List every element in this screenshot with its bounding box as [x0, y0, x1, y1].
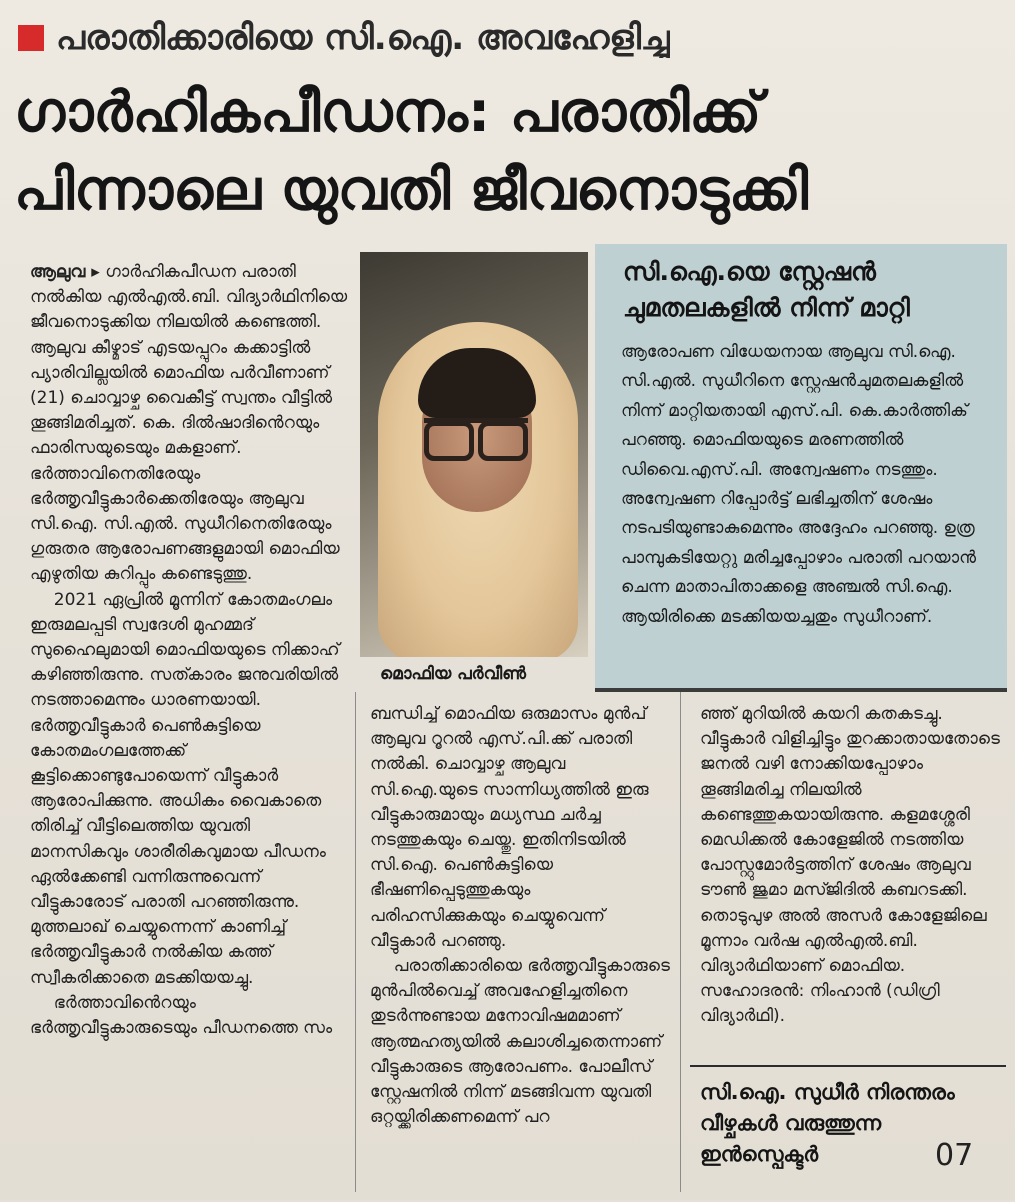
red-square-bullet-icon: [18, 25, 44, 51]
kicker: [18, 2, 1008, 74]
article-paragraph: ഞ്ഞ് മുറിയിൽ കയറി കതകടച്ചു. വീട്ടുകാർ വിളിച്ചിട്ടും തുറക്കാതായതോടെ ജനൽ വഴി നോക്കിയപ്പോഴാം തൂങ്ങിമരിച്ച നിലയിൽ കണ്ടെത്തുകയായിരുന്നു. കളമശ്ശേരി മെഡിക്കൽ കോളേജിൽ നടത്തിയ പോസ്റ്റുമോർട്ടത്തിന് ശേഷം ആലുവ ടൗൺ ജുമാ മസ്ജിദിൽ കബറടക്കി. തൊടുപുഴ അൽ അസർ കോളേജിലെ മൂന്നാം വർഷ എൽഎൽ.ബി. വിദ്യാർഥിയാണ് മൊഫിയ. സഹോദരൻ: നിംഹാൻ (ഡിഗ്രി വിദ്യാർഥി).: [700, 704, 1000, 1027]
headline-line-1: ഗാർഹികപീഡനം: പരാതിക്ക്: [14, 80, 762, 145]
page-number: 07: [935, 1138, 974, 1173]
article-column-1: [30, 260, 348, 1195]
paragraph-text: ഗാർഹികപീഡന പരാതി നൽകിയ എൽഎൽ.ബി. വിദ്യാർഥിനിയെ ജീവനൊടുക്കിയ നിലയിൽ കണ്ടെത്തി. ആലുവ കീഴ്മാട് എടയപ്പുറം കക്കാട്ടിൽ പ്യാരിവില്ലയിൽ മൊഫിയ പർവീണാണ് (21) ചൊവ്വാഴ്ച വൈകീട്ട് സ്വന്തം വീട്ടിൽ തൂങ്ങിമരിച്ചത്. കെ. ദിൽഷാദിൻെറയും ഫാരിസയുടെയും മകളാണ്. ഭർത്താവിനെതിരേയും ഭർത്തൃവീട്ടുകാർക്കെതിരേയും ആലുവ സി.ഐ. സി.എൽ. സുധീറിനെതിരേയും ഗുരുതര ആരോപണങ്ങളുമായി മൊഫിയ എഴുതിയ കുറിപ്പും കണ്ടെടുത്തു.: [30, 262, 348, 585]
article-paragraph: പരാതിക്കാരിയെ ഭർത്തൃവീട്ടുകാരുടെ മുൻപിൽവെച്ച് അവഹേളിച്ചതിനെ തുടർന്നുണ്ടായ മനോവിഷമമാണ് ആത്മഹത്യയിൽ കലാശിച്ചതെന്നാണ് വീട്ടുകാരുടെ ആരോപണം. പോലീസ് സ്റ്റേഷനിൽ നിന്ന് മടങ്ങിവന്ന യുവതി ഒറ്റയ്ക്കിരിക്കണമെന്ന് പറ: [370, 956, 670, 1128]
column-divider: [355, 692, 356, 1192]
sidebar-title-line-1: സി.ഐ.യെ സ്റ്റേഷൻ: [623, 257, 876, 286]
headline-line-2: പിന്നാലെ യുവതി ജീവനൊടുക്കി: [14, 158, 809, 223]
column-divider: [680, 692, 681, 1192]
headline: [14, 74, 1004, 230]
kicker-text: പരാതിക്കാരിയെ സി.ഐ. അവഹേളിച്ചു: [56, 18, 671, 58]
article-paragraph: 2021 ഏപ്രിൽ മൂന്നിന് കോതമംഗലം ഇരുമലപ്പടി സ്വദേശി മുഹമ്മദ് സുഹൈലുമായി മൊഫിയയുടെ നിക്കാഹ് കഴിഞ്ഞിരുന്നു. സത്കാരം ജനുവരിയിൽ നടത്താമെന്നും ധാരണയായി. ഭർത്തൃവീട്ടുകാർ പെൺകുട്ടിയെ കോതമംഗലത്തേക്ക് കൂട്ടിക്കൊണ്ടുപോയെന്ന് വീട്ടുകാർ ആരോപിക്കുന്നു. അധികം വൈകാതെ തിരിച്ച് വീട്ടിലെത്തിയ യുവതി മാനസികവും ശാരീരികവുമായ പീഡനം ഏൽക്കേണ്ടി വന്നിരുന്നുവെന്ന് വീട്ടുകാരോട് പരാതി പറഞ്ഞിരുന്നു. മുത്തലാഖ് ചെയ്യുന്നെന്ന് കാണിച്ച് ഭർത്തൃവീട്ടുകാർ നൽകിയ കത്ത് സ്വീകരിക്കാതെ മടക്കിയയച്ചു.: [30, 589, 340, 988]
sidebar-box: [595, 244, 1007, 692]
article-column-3: [700, 702, 1000, 1057]
article-paragraph: [30, 260, 348, 588]
glasses-shape: [424, 418, 528, 459]
related-story-teaser: [690, 1065, 1006, 1202]
article-paragraph: ഭർത്താവിൻെറയും ഭർത്തൃവീട്ടുകാരുടെയും പീഡനത്തെ സം: [30, 992, 333, 1039]
sidebar-body: [621, 338, 1001, 632]
portrait-photo: [360, 252, 588, 657]
article-column-2: [370, 702, 670, 1192]
teaser-line-2: വീഴ്ചകൾ വരുത്തുന്ന: [700, 1111, 882, 1135]
photo-caption: മൊഫിയ പർവീൺ: [380, 664, 526, 684]
dateline: ആലുവ ▸: [30, 262, 100, 282]
sidebar-paragraph: ആരോപണ വിധേയനായ ആലുവ സി.ഐ. സി.എൽ. സുധീറിനെ സ്റ്റേഷൻചുമതലകളിൽ നിന്ന് മാറ്റിയതായി എസ്.പി. കെ.കാർത്തിക് പറഞ്ഞു. മൊഫിയയുടെ മരണത്തിൽ ഡിവൈ.എസ്.പി. അന്വേഷണം നടത്തും. അന്വേഷണ റിപ്പോർട്ട് ലഭിച്ചതിന് ശേഷം നടപടിയുണ്ടാകുമെന്നും അദ്ദേഹം പറഞ്ഞു. ഉത്ര പാമ്പുകടിയേറ്റു മരിച്ചപ്പോഴാം പരാതി പറയാൻ ചെന്ന മാതാപിതാക്കളെ അഞ്ചൽ സി.ഐ. ആയിരിക്കെ മടക്കിയയച്ചതും സുധീറാണ്.: [621, 342, 976, 627]
article-paragraph: ബന്ധിച്ച് മൊഫിയ ഒരുമാസം മുൻപ് ആലുവ റൂറൽ എസ്.പി.ക്ക് പരാതി നൽകി. ചൊവ്വാഴ്ച ആലുവ സി.ഐ.യുടെ സാന്നിധ്യത്തിൽ ഇരു വീട്ടുകാരുമായും മധ്യസ്ഥ ചർച്ച നടത്തുകയും ചെയ്തു. ഇതിനിടയിൽ സി.ഐ. പെൺകുട്ടിയെ ഭീഷണിപ്പെടുത്തുകയും പരിഹസിക്കുകയും ചെയ്യുവെന്ന് വീട്ടുകാർ പറഞ്ഞു.: [370, 704, 649, 951]
sidebar-title-line-2: ചുമതലകളിൽ നിന്ന് മാറ്റി: [623, 293, 910, 322]
teaser-line-3: ഇൻസ്പെക്ടർ: [700, 1142, 819, 1166]
sidebar-title: [623, 254, 1003, 326]
teaser-line-1: സി.ഐ. സുധീർ നിരന്തരം: [700, 1080, 955, 1104]
